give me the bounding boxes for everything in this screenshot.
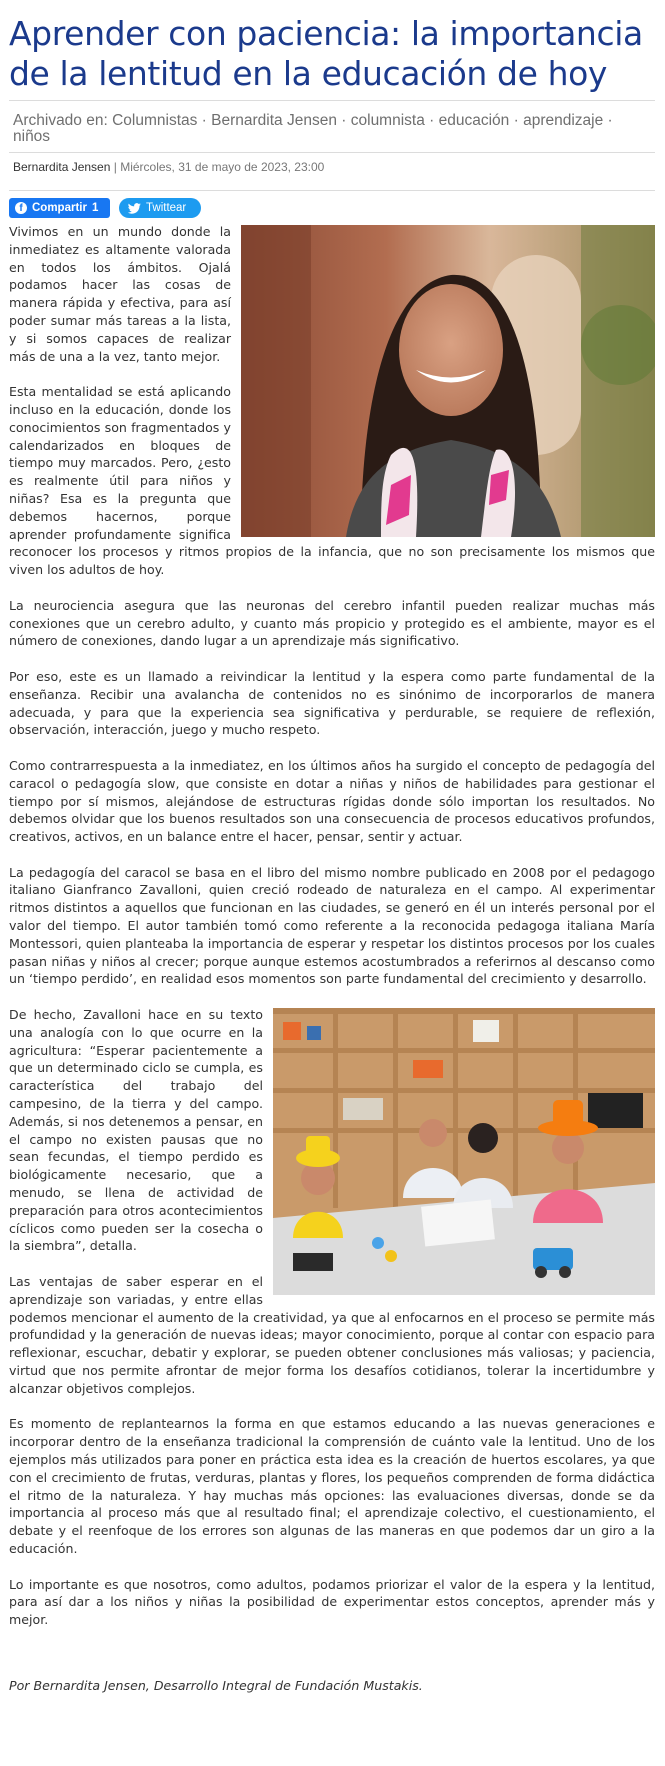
facebook-icon: f (15, 202, 27, 214)
facebook-share-button[interactable] (9, 198, 110, 218)
facebook-share-count: 1 (91, 202, 99, 214)
facebook-share-label: Compartir (32, 202, 87, 214)
twitter-share-button[interactable] (119, 198, 201, 218)
tag-link[interactable]: educación (438, 112, 510, 129)
tag-link[interactable]: columnista (350, 112, 425, 129)
article-paragraph: Lo importante es que nosotros, como adultos, podamos priorizar el valor de la espera y la lentitud, para así dar a los niños y niñas la posibilidad de experimentar estos conceptos, aprender más y mejor. (9, 1576, 655, 1628)
byline: Bernardita Jensen | Miércoles, 31 de mayo de 2023, 23:00 (9, 153, 655, 191)
author-portrait-photo (241, 225, 655, 537)
archive-label: Archivado en: (13, 112, 108, 129)
article-paragraph: La neurociencia asegura que las neuronas del cerebro infantil pueden realizar muchas más conexiones que un cerebro adulto, y cuanto más propicio y protegido es el ambiente, mayor es el número de conexiones, dando lugar a un aprendizaje más significativo. (9, 597, 655, 649)
tag-link[interactable]: niños (13, 128, 51, 145)
article-paragraph: Es momento de replantearnos la forma en que estamos educando a las nuevas generaciones e incorporar dentro de la enseñanza tradicional la comprensión de cuánto vale la lentitud. Uno de los ejemplos más utilizados para poner en práctica esta idea es la creación de huertos escolares, ya que con el crecimiento de frutas, verduras, plantas y flores, los pequeños comprenden de forma didáctica el ritmo de la naturaleza. Y hay muchas más opciones: las evaluaciones diversas, donde se da importancia al proceso más que al resultado final; el aprendizaje colectivo, el cuestionamiento, el debate y el reenfoque de los errores son algunas de las maneras en que podemos dar un giro a la educación. (9, 1416, 655, 1556)
article-paragraph: La pedagogía del caracol se basa en el libro del mismo nombre publicado en 2008 por el pedagogo italiano Gianfranco Zavalloni, quien creció rodeado de naturaleza en el campo. Al experimentar ritmos distintos a aquellos que funcionan en las ciudades, se generó en él un interés personal por el valor del tiempo. El autor también tomó como referente a la reconocida pedagoga italiana María Montessori, quien planteaba la importancia de esperar y respetar los distintos procesos por los cuales pasan niñas y niños al crecer; porque aunque estemos acostumbrados a referirnos al descanso como un ‘tiempo perdido’, en realidad esos momentos son parte fundamental del crecimiento y desarrollo. (9, 864, 655, 987)
article-title: Aprender con paciencia: la importancia de la lentitud en la educación de hoy (9, 14, 643, 93)
archive-tags (9, 100, 655, 153)
tag-link[interactable]: Columnistas (112, 112, 198, 129)
share-bar (9, 198, 201, 218)
author-name[interactable]: Bernardita Jensen (13, 160, 111, 174)
twitter-bird-icon (128, 203, 141, 214)
classroom-robotics-photo (273, 1008, 655, 1295)
article-body (9, 223, 655, 1712)
article-paragraph: De hecho, Zavalloni hace en su texto una analogía con lo que ocurre en la agricultura: “Esperar pacientemente a que un determinado ciclo se cumpla, es característica del trabajo del campesino, de la tierra y del campo. Además, si nos detenemos a pensar, en el campo no existen pausas que no sean fecundas, el tiempo perdido es biológicamente necesario, que a menudo, se llena de actividad de preparación para otros acontecimientos cíclicos como pueden ser la cosecha o la siembra”, detalla. (9, 1007, 263, 1254)
twitter-share-label: Twittear (146, 202, 187, 214)
tag-link[interactable]: Bernardita Jensen (211, 112, 337, 129)
article-signature: Por Bernardita Jensen, Desarrollo Integral de Fundación Mustakis. (9, 1677, 423, 1693)
tag-link[interactable]: aprendizaje (523, 112, 604, 129)
article-paragraph: Las ventajas de saber esperar en el aprendizaje son variadas, y entre ellas podemos mencionar el aumento de la creatividad, ya que al enfocarnos en el proceso se permite más profundidad y la generación de nuevas ideas; mayor conocimiento, porque al contar con espacio para reflexionar, escuchar, debatir y explorar, se pueden obtener conclusiones más valiosas; y paciencia, virtud que nos permite afrontar de mejor forma los desafíos cotidianos, tolerar la incertidumbre y alcanzar objetivos complejos. (9, 1274, 655, 1396)
article-paragraph: Esta mentalidad se está aplicando incluso en la educación, donde los conocimientos son fragmentados y calendarizados en bloques de tiempo muy marcados. Pero, ¿esto es realmente útil para niños y niñas? Esa es la pregunta que debemos hacernos, porque aprender profundamente significa reconocer los procesos y ritmos propios de la infancia, que no son precisamente los mismos que viven los adultos de hoy. (9, 384, 655, 578)
article-paragraph: Vivimos en un mundo donde la inmediatez es altamente valorada en todos los ámbitos. Ojalá podamos hacer las cosas de manera rápida y efectiva, para así poder sumar más tareas a la lista, y si somos capaces de realizar más de una a la vez, tanto mejor. (9, 224, 231, 364)
tag-list: Columnistas · Bernardita Jensen · columnista · educación · aprendizaje · niños (13, 112, 613, 145)
publish-date: Miércoles, 31 de mayo de 2023, 23:00 (120, 160, 325, 174)
article-paragraph: Como contrarrespuesta a la inmediatez, en los últimos años ha surgido el concepto de pedagogía del caracol o pedagogía slow, que consiste en dotar a niñas y niños de habilidades para gestionar el tiempo por sí mismos, alejándose de estructuras rígidas donde sólo importan los resultados. No debemos olvidar que los buenos resultados son una consecuencia de procesos educativos profundos, creativos, activos, en un balance entre el hacer, pensar, sentir y actuar. (9, 757, 655, 845)
article-paragraph: Por eso, este es un llamado a reivindicar la lentitud y la espera como parte fundamental de la enseñanza. Recibir una avalancha de contenidos no es sinónimo de incorporarlos de manera adecuada, y para que la experiencia sea significativa y perdurable, se requiere de reflexión, observación, interacción, juego y mucho respeto. (9, 668, 655, 738)
